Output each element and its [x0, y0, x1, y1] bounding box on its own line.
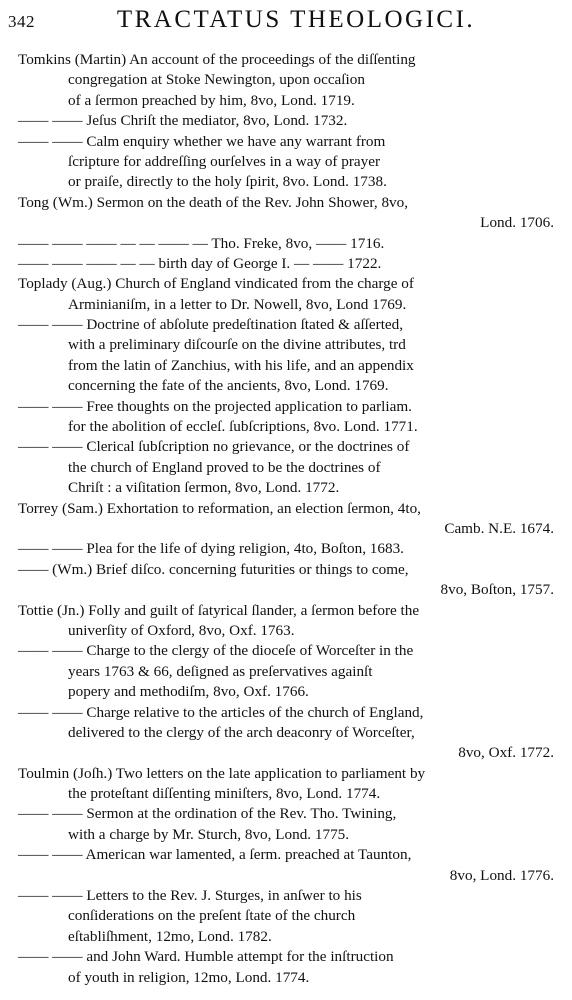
entry-continuation-line: 8vo, Lond. 1776. [449, 866, 554, 884]
entry-continuation-line: or praiſe, directly to the holy ſpirit, 8vo. Lond. 1738. [68, 173, 387, 191]
entry-heading-line: —— —— American war lamented, a ſerm. preached at Taunton, [18, 846, 412, 864]
entry-heading-line: —— —— Letters to the Rev. J. Sturges, in anſwer to his [18, 887, 362, 905]
entry-heading-line: —— —— Doctrine of abſolute predeſtination ſtated & aſſerted, [18, 316, 404, 334]
bibliography-entry [18, 437, 554, 498]
bibliography-entry [18, 111, 554, 131]
entry-heading-line: —— —— Calm enquiry whether we have any warrant from [18, 132, 386, 150]
entry-heading-line: —— —— Charge relative to the articles of the church of England, [18, 703, 424, 721]
entry-heading-line: Tong (Wm.) Sermon on the death of the Rev. John Shower, 8vo, [18, 193, 409, 211]
entry-continuation-line: Camb. N.E. 1674. [444, 519, 554, 537]
entry-continuation-line: the church of England proved to be the doctrines of [68, 458, 381, 476]
entry-continuation-line: with a charge by Mr. Sturch, 8vo, Lond. 1775. [68, 825, 350, 843]
bibliography-entry [18, 539, 554, 559]
entry-continuation-line: with a preliminary diſcourſe on the divine attributes, trd [68, 336, 406, 354]
entry-continuation-line: the proteſtant diſſenting miniſters, 8vo, Lond. 1774. [68, 785, 381, 803]
entry-heading-line: Toplady (Aug.) Church of England vindicated from the charge of [18, 275, 414, 293]
entry-heading-line: —— —— —— — — birth day of George I. — —— 1722. [18, 254, 382, 272]
bibliography-entry [18, 886, 554, 947]
bibliography-entry [18, 193, 554, 234]
entry-continuation-line: 8vo, Oxf. 1772. [458, 744, 554, 762]
bibliography-entry [18, 703, 554, 764]
bibliography-entry [18, 947, 554, 988]
entry-continuation-line: from the latin of Zanchius, with his life, and an appendix [68, 356, 414, 374]
entry-heading-line: —— —— Clerical ſubſcription no grievance, or the doctrines of [18, 438, 410, 456]
bibliography-entry [18, 397, 554, 438]
bibliography-entry [18, 560, 554, 601]
entry-continuation-line: Arminianiſm, in a letter to Dr. Nowell, 8vo, Lond 1769. [68, 295, 407, 313]
entry-heading-line: Torrey (Sam.) Exhortation to reformation, an election ſermon, 4to, [18, 499, 421, 517]
entry-continuation-line: congregation at Stoke Newington, upon occaſion [68, 71, 365, 89]
entry-heading-line: —— —— —— — — —— — Tho. Freke, 8vo, —— 1716. [18, 234, 385, 252]
entry-heading-line: —— —— Plea for the life of dying religion, 4to, Boſton, 1683. [18, 540, 404, 558]
entry-heading-line: —— —— Charge to the clergy of the dioceſe of Worceſter in the [18, 642, 414, 660]
bibliography-entry [18, 601, 554, 642]
entry-continuation-line: years 1763 & 66, deſigned as preſervatives againſt [68, 662, 373, 680]
entry-continuation-line: conſiderations on the preſent ſtate of the church [68, 907, 356, 925]
bibliography-entry [18, 315, 554, 397]
entry-continuation-line: of youth in religion, 12mo, Lond. 1774. [68, 968, 310, 986]
entry-heading-line: —— (Wm.) Brief diſco. concerning futurities or things to come, [18, 560, 409, 578]
bibliography-entry [18, 274, 554, 315]
bibliography-entry [18, 804, 554, 845]
entry-heading-line: Tottie (Jn.) Folly and guilt of ſatyrical ſlander, a ſermon before the [18, 601, 420, 619]
bibliography-entry [18, 50, 554, 111]
bibliography-entry [18, 641, 554, 702]
entry-continuation-line: Chriſt : a viſitation ſermon, 8vo, Lond. 1772. [68, 479, 340, 497]
entry-heading-line: —— —— and John Ward. Humble attempt for the inſtruction [18, 948, 394, 966]
entry-continuation-line: concerning the fate of the ancients, 8vo, Lond. 1769. [68, 377, 389, 395]
bibliography-entry [18, 845, 554, 886]
entry-continuation-line: eſtabliſhment, 12mo, Lond. 1782. [68, 927, 272, 945]
entry-continuation-line: for the abolition of eccleſ. ſubſcriptions, 8vo. Lond. 1771. [68, 418, 418, 436]
page-number: 342 [8, 12, 35, 31]
bibliography-entries [18, 50, 554, 988]
bibliography-entry [18, 764, 554, 805]
entry-continuation-line: 8vo, Boſton, 1757. [440, 581, 554, 599]
entry-continuation-line: delivered to the clergy of the arch deaconry of Worceſter, [68, 723, 415, 741]
entry-heading-line: Tomkins (Martin) An account of the proceedings of the diſſenting [18, 51, 416, 68]
running-title: TRACTATUS THEOLOGICI. [116, 6, 476, 33]
entry-continuation-line: univerſity of Oxford, 8vo, Oxf. 1763. [68, 621, 295, 639]
entry-continuation-line: Lond. 1706. [480, 214, 554, 232]
entry-heading-line: Toulmin (Joſh.) Two letters on the late application to parliament by [18, 764, 426, 782]
bibliography-entry [18, 499, 554, 540]
page-header [8, 4, 564, 36]
bibliography-entry [18, 254, 554, 274]
entry-heading-line: —— —— Free thoughts on the projected application to parliam. [18, 397, 412, 415]
entry-heading-line: —— —— Sermon at the ordination of the Rev. Tho. Twining, [18, 805, 397, 823]
entry-continuation-line: ſcripture for addreſſing ourſelves in a way of prayer [68, 152, 381, 170]
entry-continuation-line: popery and methodiſm, 8vo, Oxf. 1766. [68, 683, 309, 701]
bibliography-entry [18, 132, 554, 193]
entry-heading-line: —— —— Jeſus Chriſt the mediator, 8vo, Lond. 1732. [18, 112, 348, 130]
bibliography-entry [18, 234, 554, 254]
entry-continuation-line: of a ſermon preached by him, 8vo, Lond. 1719. [68, 91, 355, 109]
